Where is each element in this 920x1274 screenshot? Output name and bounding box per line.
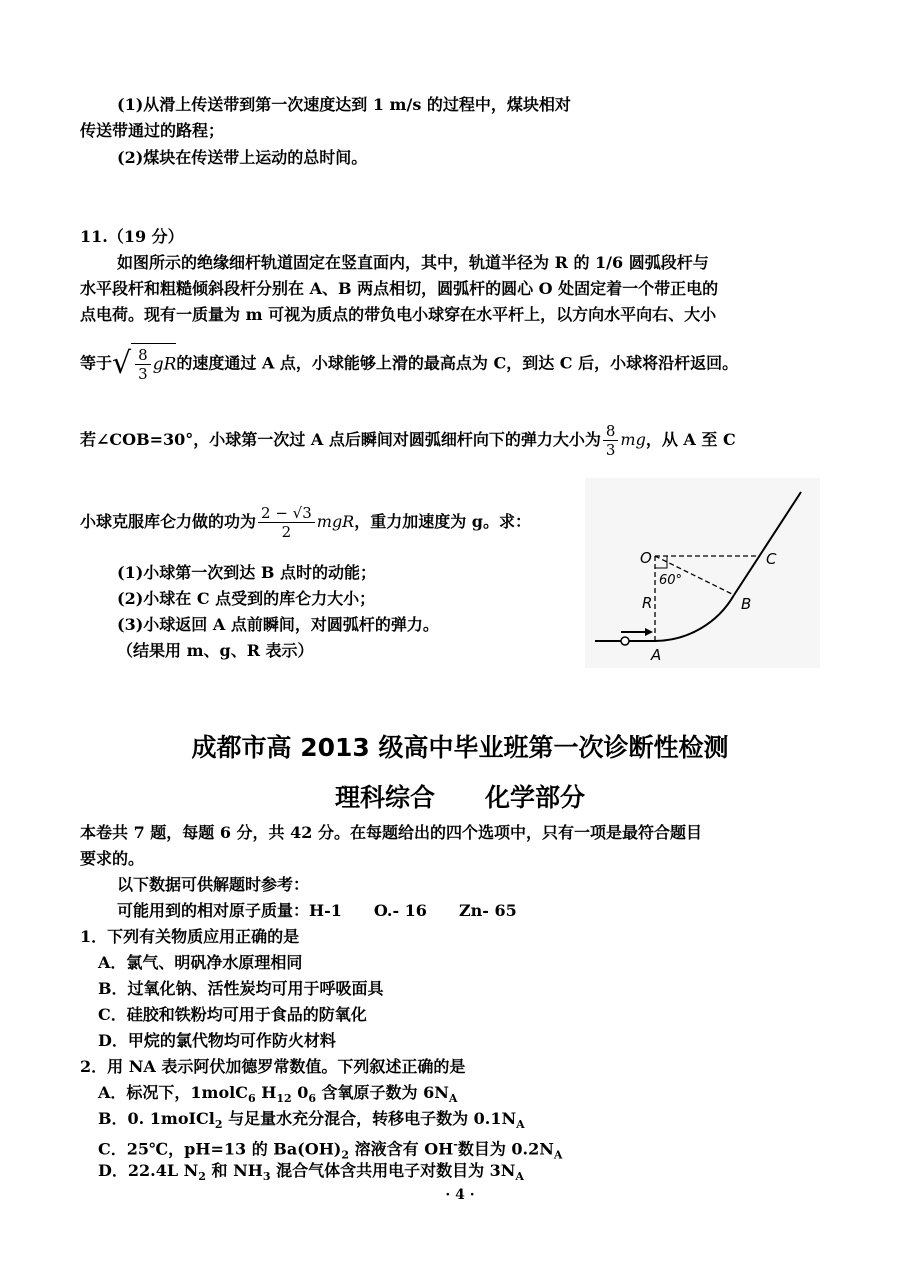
subscript: A (516, 1118, 525, 1132)
q11-sub2: (2)小球在 C 点受到的库仑力大小； (117, 589, 376, 608)
fraction-work (258, 504, 315, 541)
intro-line4: 可能用到的相对原子质量：H-1 O.- 16 Zn- 65 (117, 901, 517, 920)
text: 0 (291, 1083, 309, 1102)
q11-para-line5 (80, 420, 736, 460)
q11-sub3: (3)小球返回 A 点前瞬间，对圆弧杆的弹力。 (117, 615, 439, 634)
subscript: 3 (262, 1170, 271, 1184)
section-title: 理科综合 化学部分 (334, 783, 585, 812)
superscript: - (453, 1138, 458, 1151)
q1-option-c: C．硅胶和铁粉均可用于食品的防氧化 (98, 1005, 367, 1024)
label-B: B (741, 595, 752, 613)
subscript: 2 (214, 1118, 223, 1132)
q11-para-line6 (80, 500, 531, 544)
text: A．标况下，1molC (98, 1083, 248, 1102)
q1-option-d: D．甲烷的氯代物均可作防火材料 (98, 1031, 336, 1050)
subscript: 6 (247, 1092, 256, 1106)
page-number: · 4 · (445, 1187, 475, 1203)
frac-den: 3 (605, 441, 616, 459)
q11-header: 11.（19 分） (80, 227, 184, 246)
subscript: 6 (308, 1092, 316, 1106)
q2-option-d (98, 1161, 524, 1187)
prev-part1-line2: 传送带通过的路程； (80, 121, 225, 140)
label-C: C (766, 550, 777, 568)
text: 含氧原子数为 6N (315, 1083, 449, 1102)
text: C．25℃，pH=13 的 Ba(OH) (98, 1139, 342, 1159)
q2-option-b (98, 1109, 525, 1135)
q11-note: （结果用 m、g、R 表示） (117, 641, 314, 660)
q2-stem: 2．用 NA 表示阿伏加德罗常数值。下列叙述正确的是 (80, 1057, 466, 1076)
prev-part1-line1: (1)从滑上传送带到第一次速度达到 1 m/s 的过程中，煤块相对 (117, 95, 571, 114)
label-O: O (640, 549, 652, 567)
prev-part2: (2)煤块在传送带上运动的总时间。 (117, 148, 368, 167)
q11-sub1: (1)小球第一次到达 B 点时的动能； (117, 563, 376, 582)
q11-line6-suffix: ，重力加速度为 g。求： (354, 512, 531, 531)
q11-para-line3: 点电荷。现有一质量为 m 可视为质点的带负电小球穿在水平杆上，以方向水平向右、大小 (80, 305, 717, 324)
figure-background (585, 478, 820, 668)
q11-line5-prefix: 若∠COB=30°，小球第一次过 A 点后瞬间对圆弧细杆向下的弹力大小为 (80, 430, 601, 449)
q2-option-a (98, 1083, 457, 1109)
sqrt-frac-den: 3 (138, 365, 148, 383)
frac-num: 8 (603, 422, 619, 441)
intro-line3: 以下数据可供解题时参考： (117, 875, 310, 894)
text: 与足量水充分混合，转移电子数为 0.1N (222, 1109, 517, 1128)
text: 数目为 0.2N (457, 1139, 554, 1159)
sqrt-expression: √ $\frac{8}{3}$ gR (112, 343, 176, 385)
subscript: 2 (341, 1148, 350, 1162)
q1-stem: 1．下列有关物质应用正确的是 (80, 927, 300, 946)
sqrt-frac-num: 8 (135, 346, 151, 365)
q11-para-line2: 水平段杆和粗糙倾斜段杆分别在 A、B 两点相切，圆弧杆的圆心 O 处固定着一个带正电的 (80, 279, 719, 298)
frac-tail-mgR: mgR (316, 512, 355, 531)
text: H (255, 1083, 277, 1102)
q1-option-a: A．氯气、明矾净水原理相同 (98, 953, 303, 972)
angle-label: 60° (659, 573, 683, 588)
subscript: A (553, 1148, 563, 1162)
ball (621, 637, 629, 645)
intro-line2: 要求的。 (80, 849, 145, 868)
text: 和 NH (205, 1161, 263, 1180)
intro-line1: 本卷共 7 题，每题 6 分，共 42 分。在每题给出的四个选项中，只有一项是最符合题目 (80, 823, 702, 842)
text: B．0. 1moICl (98, 1109, 215, 1128)
q11-para-line1: 如图所示的绝缘细杆轨道固定在竖直面内，其中，轨道半径为 R 的 1/6 圆弧段杆与 (117, 253, 709, 272)
q11-line4-prefix: 等于 (80, 353, 113, 373)
frac-tail-mg: mg (620, 430, 646, 449)
text: 混合气体含共用电子对数目为 3N (270, 1161, 516, 1180)
subscript: A (515, 1170, 524, 1184)
q1-option-b: B．过氧化钠、活性炭均可用于呼吸面具 (98, 979, 384, 998)
frac-den: 2 (281, 523, 292, 541)
label-R: R (642, 594, 653, 612)
label-A: A (651, 646, 662, 664)
q11-line4-suffix: 的速度通过 A 点，小球能够上滑的最高点为 C，到达 C 后，小球将沿杆返回。 (176, 353, 739, 373)
sqrt-tail: gR (152, 354, 177, 375)
fraction-8-3 (603, 422, 619, 459)
text: 溶液含有 OH (349, 1139, 454, 1159)
q11-line5-suffix: ，从 A 至 C (645, 430, 736, 449)
q11-line6-prefix: 小球克服库仑力做的功为 (80, 512, 257, 531)
track-diagram (585, 478, 820, 668)
frac-num: 2 − √3 (258, 504, 315, 523)
subscript: 12 (276, 1092, 292, 1106)
subscript: 2 (198, 1170, 206, 1184)
subscript: A (448, 1092, 458, 1106)
exam-title: 成都市高 2013 级高中毕业班第一次诊断性检测 (191, 733, 729, 762)
q11-para-line4 (80, 343, 738, 383)
text: D．22.4L N (98, 1161, 199, 1180)
